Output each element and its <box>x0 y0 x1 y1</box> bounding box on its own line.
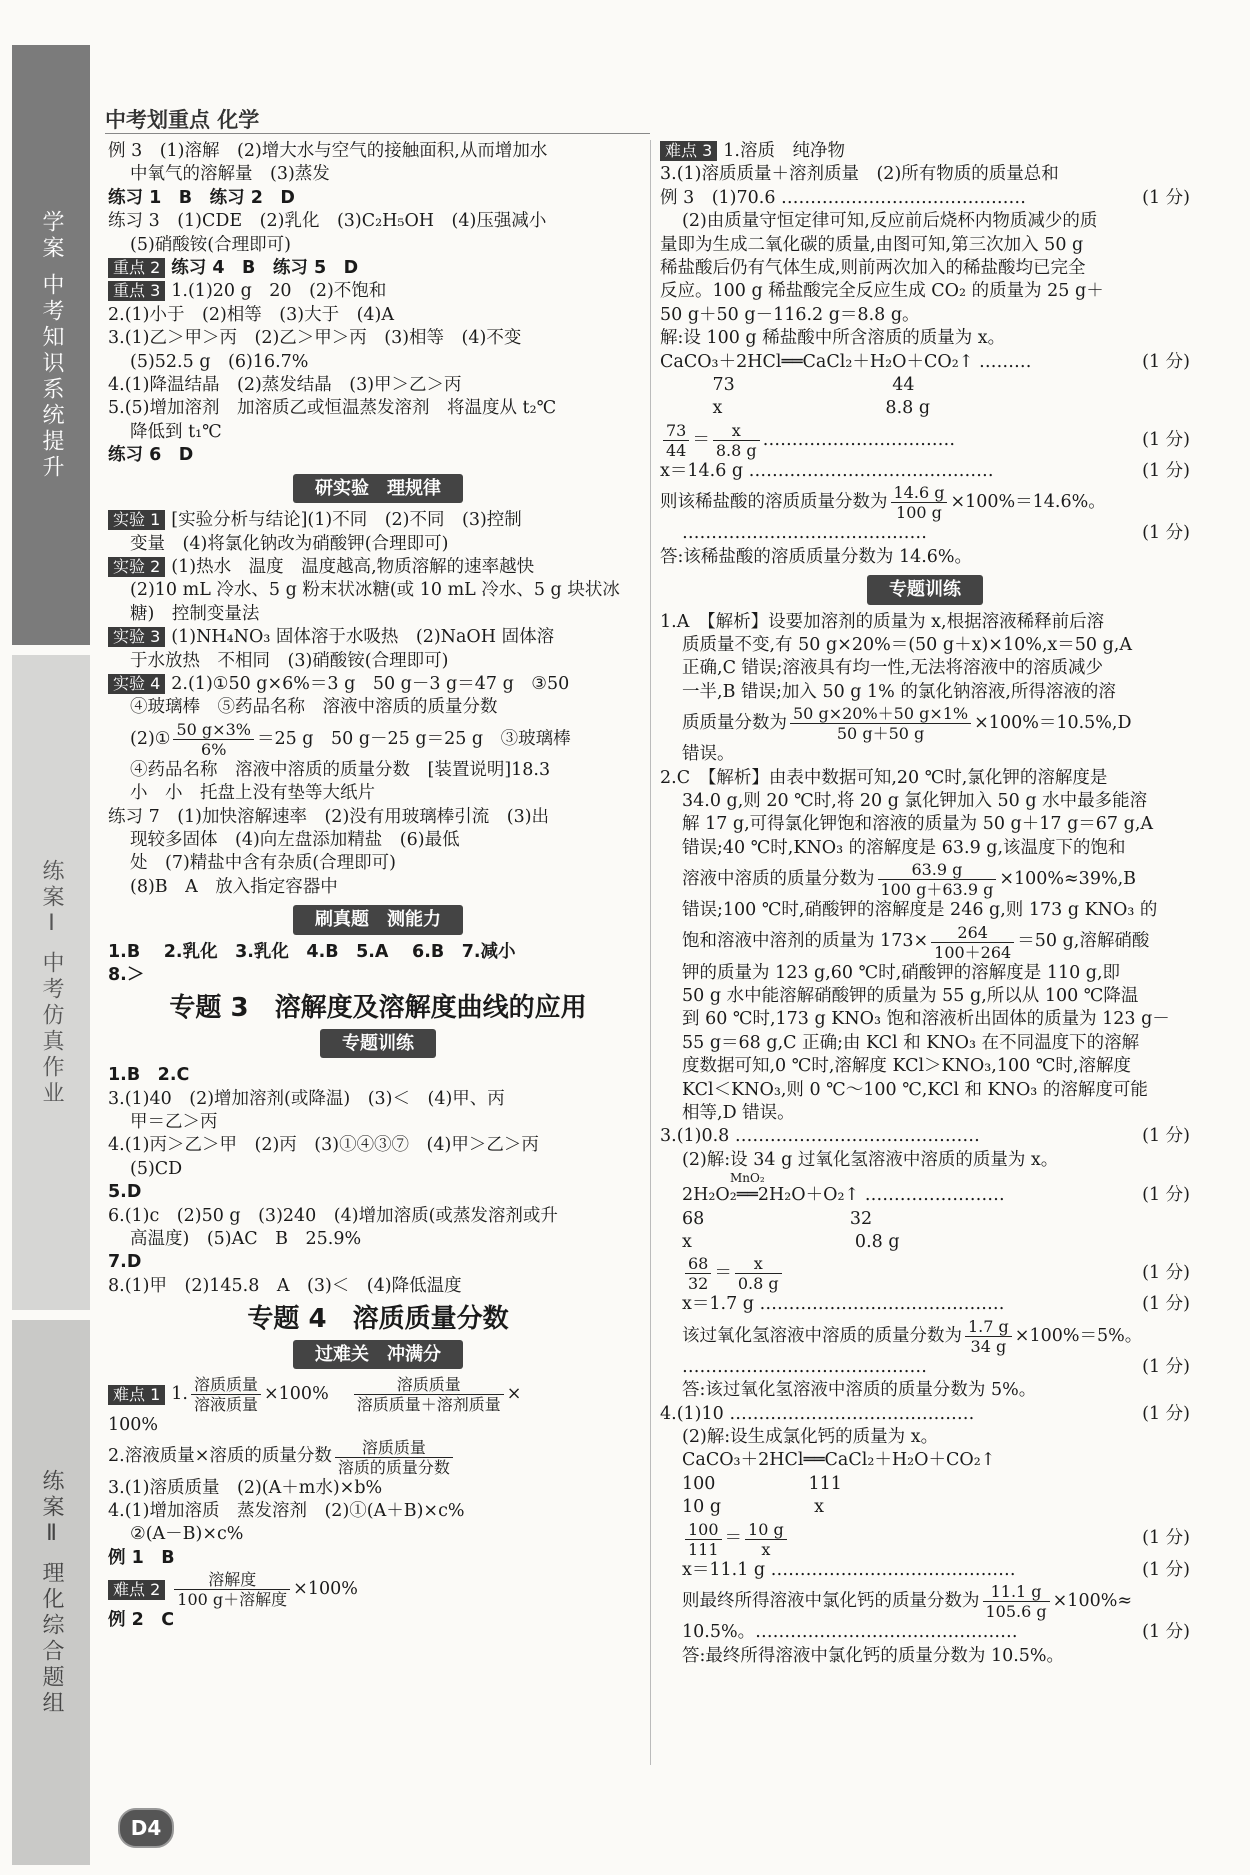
text-fragment: 则该稀盐酸的溶质质量分数为 <box>660 492 888 513</box>
score-mark: (1 分) <box>1142 460 1190 481</box>
text-fragment: ×100%＝10.5%,D <box>974 712 1132 733</box>
text-line: x＝14.6 g …………………………………… <box>660 460 994 481</box>
fraction: $\frac{14.6 g}{100 g}$ <box>891 483 948 522</box>
text-line: 现较多固体 (4)向左盘添加精盐 (6)最低 <box>130 829 460 850</box>
formula-line <box>660 1582 1190 1621</box>
text-line: 相等,D 错误。 <box>682 1103 795 1123</box>
difficulty-tag: 难点 1 <box>108 1385 165 1405</box>
text-line: 质质量不变,有 50 g×20%＝(50 g＋x)×10%,x＝50 g,A <box>682 634 1133 655</box>
text-line: 1.B 2.乳化 3.乳化 4.B 5.A 6.B 7.减小 <box>108 941 516 962</box>
text-fragment: ×100% <box>264 1383 329 1404</box>
section-banner: 过难关 冲满分 <box>293 1340 463 1369</box>
formula-line <box>660 860 1190 899</box>
difficulty-tag: 难点 3 <box>660 141 717 161</box>
experiment-tag: 实验 1 <box>108 510 165 530</box>
key-point-tag: 重点 2 <box>108 258 165 278</box>
formula-line <box>660 1317 1190 1356</box>
text-line: 10 g x <box>682 1497 824 1518</box>
formula-line <box>660 923 1190 962</box>
text-line: 解:设 100 g 稀盐酸中所含溶质的质量为 x。 <box>660 328 1006 349</box>
fraction: $\frac{\text{溶解度}}{\text{100 g＋溶解度}}$ <box>174 1570 290 1609</box>
score-mark: (1 分) <box>1142 1559 1190 1580</box>
formula-line <box>660 704 1190 743</box>
text-line: 糖) 控制变量法 <box>130 603 260 624</box>
equation: 2H₂O₂══2H₂O＋O₂↑ …………………… <box>682 1185 1005 1206</box>
text-line: (2)由质量守恒定律可知,反应前后烧杯内物质减少的质 <box>682 211 1098 232</box>
text-line: 钾的质量为 123 g,60 ℃时,硝酸钾的溶解度是 110 g,即 <box>682 962 1121 983</box>
score-mark: (1 分) <box>1142 1263 1190 1284</box>
score-mark: (1 分) <box>1142 1356 1190 1377</box>
formula-line <box>660 1254 1190 1293</box>
score-mark: (1 分) <box>1142 187 1190 208</box>
text-line: 4.(1)降温结晶 (2)蒸发结晶 (3)甲＞乙＞丙 <box>108 375 462 396</box>
text-line: 答:最终所得溶液中氯化钙的质量分数为 10.5%。 <box>682 1645 1065 1666</box>
text-line: ④药品名称 溶液中溶质的质量分数 [装置说明]18.3 <box>130 759 551 780</box>
text-line: x＝1.7 g …………………………………… <box>682 1294 1005 1315</box>
text-fragment: ×100%≈39%,B <box>999 868 1137 889</box>
formula-line <box>660 421 1190 460</box>
text-line: 变量 (4)将氯化钠改为硝酸钾(合理即可) <box>130 533 449 554</box>
text-line: 高温度) (5)AC B 25.9% <box>130 1229 362 1250</box>
text-line: KCl＜KNO₃,则 0 ℃～100 ℃,KCl 和 KNO₃ 的溶解度可能 <box>682 1079 1148 1100</box>
text-line: …………………………………… <box>682 1356 927 1377</box>
text-line: 3.(1)40 (2)增加溶剂(或降温) (3)＜ (4)甲、丙 <box>108 1088 505 1109</box>
text-fragment: (2)① <box>130 728 171 749</box>
score-mark: (1 分) <box>1142 1126 1190 1147</box>
text-fragment: ＝25 g 50 g－25 g＝25 g ③玻璃棒 <box>256 728 571 749</box>
text-line: 练习 4 B 练习 5 D <box>171 258 359 279</box>
text-fragment: ×100%≈ <box>1052 1590 1132 1611</box>
text-line: 3.(1)溶质质量＋溶剂质量 (2)所有物质的质量总和 <box>660 164 1059 185</box>
text-line: 2.(1)小于 (2)相等 (3)大于 (4)A <box>108 304 394 325</box>
fraction: $\frac{63.9 g}{100 g+63.9 g}$ <box>878 860 997 899</box>
text-line: 10.5%。……………………………………… <box>682 1622 1018 1643</box>
text-line: 4.(1)丙＞乙＞甲 (2)丙 (3)①④③⑦ (4)甲＞乙＞丙 <box>108 1135 539 1156</box>
text-line: 100% <box>108 1415 159 1436</box>
tab-xuean[interactable]: 学案 中考知识系统提升 <box>12 45 90 645</box>
text-line: 量即为生成二氧化碳的质量,由图可知,第三次加入 50 g <box>660 234 1084 255</box>
text-line: 例 2 C <box>108 1610 175 1631</box>
text-line: 8.＞ <box>108 965 145 985</box>
fraction: $\frac{11.1 g}{105.6 g}$ <box>983 1582 1050 1621</box>
tab-lianan-2[interactable]: 练案Ⅱ 理化综合题组 <box>12 1320 90 1865</box>
left-column <box>108 140 648 1633</box>
text-line: 34.0 g,则 20 ℃时,将 20 g 氯化钾加入 50 g 水中最多能溶 <box>682 790 1148 811</box>
page-header: 中考划重点 化学 <box>105 108 260 132</box>
text-line: 68 32 <box>682 1208 873 1229</box>
fraction: $\frac{50 g\times 3\%}{6\%}$ <box>173 720 253 759</box>
text-line: 5.(5)增加溶剂 加溶质乙或恒温蒸发溶剂 将温度从 t₂℃ <box>108 398 557 419</box>
text-fragment: × <box>506 1383 522 1404</box>
text-line: 答:该稀盐酸的溶质质量分数为 14.6%。 <box>660 546 973 567</box>
side-tabs <box>12 45 90 1865</box>
experiment-tag: 实验 3 <box>108 627 165 647</box>
page-number: D4 <box>118 1808 174 1848</box>
text-line: 练习 3 (1)CDE (2)乳化 (3)C₂H₅OH (4)压强减小 <box>108 211 547 232</box>
section-banner: 专题训练 <box>867 575 983 604</box>
text-line: ④玻璃棒 ⑤药品名称 溶液中溶质的质量分数 <box>130 697 498 718</box>
fraction: $\frac{x}{8.8 g}$ <box>713 421 760 460</box>
text-line: 例 3 (1)70.6 …………………………………… <box>660 187 1027 208</box>
fraction: $\frac{10 g}{x}$ <box>745 1520 787 1559</box>
formula-line <box>108 1375 648 1414</box>
text-line: 8.(1)甲 (2)145.8 A (3)＜ (4)降低温度 <box>108 1275 462 1296</box>
text-line: (1)热水 温度 温度越高,物质溶解的速率越快 <box>171 556 535 577</box>
text-line: 解 17 g,可得氯化钾饱和溶液的质量为 50 g＋17 g＝67 g,A <box>682 814 1154 835</box>
formula-line <box>660 483 1190 522</box>
difficulty-tag: 难点 2 <box>108 1580 165 1600</box>
text-line: 小 小 托盘上没有垫等大纸片 <box>130 783 375 804</box>
text-line: 练习 1 B 练习 2 D <box>108 187 295 208</box>
text-fragment: ×100%＝14.6%。 <box>950 492 1106 513</box>
text-line: 例 1 B <box>108 1547 175 1568</box>
score-mark: (1 分) <box>1142 1528 1190 1549</box>
text-line: 1.A 【解析】设要加溶剂的质量为 x,根据溶液稀释前后溶 <box>660 611 1105 632</box>
text-line: 甲＝乙＞丙 <box>130 1112 218 1133</box>
text-fragment: ＝50 g,溶解硝酸 <box>1017 931 1150 952</box>
text-line: (2)10 mL 冷水、5 g 粉末状冰糖(或 10 mL 冷水、5 g 块状冰 <box>130 580 620 601</box>
text-line: (5)52.5 g (6)16.7% <box>130 351 309 372</box>
fraction: $\frac{68}{32}$ <box>685 1254 711 1293</box>
score-mark: (1 分) <box>1142 1622 1190 1643</box>
fraction: $\frac{1.7 g}{34 g}$ <box>965 1317 1012 1356</box>
text-line: 50 g＋50 g－116.2 g＝8.8 g。 <box>660 304 920 325</box>
text-line: 4.(1)增加溶质 蒸发溶剂 (2)①(A＋B)×c% <box>108 1500 465 1521</box>
fraction: $\frac{\text{溶质质量}}{\text{溶质的质量分数}}$ <box>335 1438 453 1477</box>
text-line: 中氧气的溶解量 (3)蒸发 <box>130 164 330 185</box>
text-line: 3.(1)溶质质量 (2)(A＋m水)×b% <box>108 1477 383 1498</box>
text-line: 错误。 <box>682 744 735 765</box>
text-line: 1.B 2.C <box>108 1065 190 1086</box>
text-fragment: 饱和溶液中溶剂的质量为 173× <box>682 931 929 952</box>
text-line: 答:该过氧化氢溶液中溶质的质量分数为 5%。 <box>682 1380 1037 1401</box>
text-line: (5)硝酸铵(合理即可) <box>130 234 291 255</box>
text-line: …………………………………… <box>682 523 927 544</box>
fraction: $\frac{\text{溶质质量}}{\text{溶质质量＋溶剂质量}}$ <box>354 1375 504 1414</box>
score-mark: (1 分) <box>1142 1403 1190 1424</box>
text-line: 1.(1)20 g 20 (2)不饱和 <box>171 281 387 302</box>
text-line: [实验分析与结论](1)不同 (2)不同 (3)控制 <box>171 510 522 531</box>
equation: CaCO₃＋2HCl══CaCl₂＋H₂O＋CO₂↑ ……… <box>660 351 1032 372</box>
fraction: $\frac{\text{溶质质量}}{\text{溶液质量}}$ <box>191 1375 261 1414</box>
text-fragment: 1. <box>171 1383 188 1404</box>
fraction: $\frac{73}{44}$ <box>663 421 689 460</box>
text-line: 3.(1)0.8 …………………………………… <box>660 1126 980 1147</box>
fraction: $\frac{x}{0.8 g}$ <box>735 1254 782 1293</box>
right-column <box>660 140 1190 1668</box>
text-line: 正确,C 错误;溶液具有均一性,无法将溶液中的溶质减少 <box>682 658 1103 679</box>
fraction: $\frac{264}{100+264}$ <box>931 923 1014 962</box>
topic-title: 专题 3 溶解度及溶解度曲线的应用 <box>169 993 587 1024</box>
text-line: 2.C 【解析】由表中数据可知,20 ℃时,氯化钾的溶解度是 <box>660 767 1108 788</box>
score-mark: (1 分) <box>1142 1294 1190 1315</box>
section-banner: 研实验 理规律 <box>293 474 463 503</box>
formula-line <box>660 1520 1190 1559</box>
score-mark: (1 分) <box>1142 1185 1190 1206</box>
text-fragment: 该过氧化氢溶液中溶质的质量分数为 <box>682 1325 962 1346</box>
text-fragment: 则最终所得溶液中氯化钙的质量分数为 <box>682 1590 980 1611</box>
text-line: x 8.8 g <box>660 398 931 419</box>
text-fragment: 质质量分数为 <box>682 712 787 733</box>
text-line: (5)CD <box>130 1158 183 1179</box>
formula-line <box>108 720 648 759</box>
section-banner: 专题训练 <box>320 1029 436 1058</box>
text-line: 于水放热 不相同 (3)硝酸铵(合理即可) <box>130 650 449 671</box>
text-fragment: ＝ <box>724 1528 743 1549</box>
formula-line <box>108 1438 648 1477</box>
score-mark: (1 分) <box>1142 523 1190 544</box>
text-line: 错误;100 ℃时,硝酸钾的溶解度是 246 g,则 173 g KNO₃ 的 <box>682 900 1158 921</box>
text-fragment: ×100% <box>293 1578 358 1599</box>
formula-line <box>108 1570 648 1609</box>
fraction: $\frac{100}{111}$ <box>685 1520 722 1559</box>
text-line: 练习 7 (1)加快溶解速率 (2)没有用玻璃棒引流 (3)出 <box>108 806 550 827</box>
text-line: 1.溶质 纯净物 <box>723 141 845 161</box>
text-line: 度数据可知,0 ℃时,溶解度 KCl＞KNO₃,100 ℃时,溶解度 <box>682 1056 1131 1077</box>
key-point-tag: 重点 3 <box>108 281 165 301</box>
text-line: (1)NH₄NO₃ 固体溶于水吸热 (2)NaOH 固体溶 <box>171 627 555 648</box>
catalyst-label: MnO₂ <box>730 1171 765 1186</box>
experiment-tag: 实验 2 <box>108 557 165 577</box>
fraction: $\frac{50 g\times 20\%+50 g\times 1\%}{50 g+50 g}$ <box>790 704 971 743</box>
text-fragment: 2.溶液质量×溶质的质量分数 <box>108 1446 332 1467</box>
text-line: 7.D <box>108 1252 142 1273</box>
text-line: 一半,B 错误;加入 50 g 1% 的氯化钠溶液,所得溶液的溶 <box>682 681 1116 702</box>
text-line: 100 111 <box>682 1473 842 1494</box>
text-line: x 0.8 g <box>682 1232 900 1253</box>
text-line: 6.(1)c (2)50 g (3)240 (4)增加溶质(或蒸发溶剂或升 <box>108 1205 558 1226</box>
score-mark: (1 分) <box>1142 429 1190 450</box>
text-line: 3.(1)乙＞甲＞丙 (2)乙＞甲＞丙 (3)相等 (4)不变 <box>108 328 522 349</box>
text-line: 降低到 t₁℃ <box>130 421 222 442</box>
text-line: 50 g 水中能溶解硝酸钾的质量为 55 g,所以从 100 ℃降温 <box>682 985 1139 1006</box>
text-line: 错误;40 ℃时,KNO₃ 的溶解度是 63.9 g,该温度下的饱和 <box>682 837 1126 858</box>
text-line: (2)解:设生成氯化钙的质量为 x。 <box>682 1427 939 1448</box>
text-line: 5.D <box>108 1182 142 1203</box>
header-rule <box>105 133 650 134</box>
text-line: ②(A－B)×c% <box>130 1524 244 1545</box>
score-mark: (1 分) <box>1142 351 1190 372</box>
text-fragment: 溶液中溶质的质量分数为 <box>682 868 875 889</box>
text-line: x＝11.1 g …………………………………… <box>682 1559 1016 1580</box>
column-divider <box>650 140 651 1765</box>
experiment-tag: 实验 4 <box>108 674 165 694</box>
topic-title: 专题 4 溶质质量分数 <box>247 1304 509 1335</box>
equation: CaCO₃＋2HCl══CaCl₂＋H₂O＋CO₂↑ <box>682 1450 996 1471</box>
text-line: 2.(1)①50 g×6%＝3 g 50 g－3 g＝47 g ③50 <box>171 673 570 694</box>
text-fragment: ＝ <box>714 1263 732 1284</box>
text-line: 4.(1)10 …………………………………… <box>660 1403 975 1424</box>
text-line: 反应。100 g 稀盐酸完全反应生成 CO₂ 的质量为 25 g＋ <box>660 281 1104 302</box>
text-line: 练习 6 D <box>108 445 194 466</box>
text-fragment: ×100%＝5%。 <box>1014 1325 1143 1346</box>
tab-lianan-1[interactable]: 练案Ⅰ 中考仿真作业 <box>12 655 90 1310</box>
text-line: 73 44 <box>660 375 915 396</box>
section-banner: 刷真题 测能力 <box>293 905 463 934</box>
text-line: (2)解:设 34 g 过氧化氢溶液中溶质的质量为 x。 <box>682 1149 1059 1170</box>
text-line: 55 g＝68 g,C 正确;由 KCl 和 KNO₃ 在不同温度下的溶解 <box>682 1032 1140 1053</box>
text-fragment: ＝ <box>692 429 710 450</box>
text-line: 处 (7)精盐中含有杂质(合理即可) <box>130 853 396 874</box>
text-line: (8)B A 放入指定容器中 <box>130 876 338 897</box>
text-line: 到 60 ℃时,173 g KNO₃ 饱和溶液析出固体的质量为 123 g－ <box>682 1009 1170 1030</box>
text-fragment: …………………………… <box>762 429 956 450</box>
text-line: 例 3 (1)溶解 (2)增大水与空气的接触面积,从而增加水 <box>108 141 548 161</box>
text-line: 稀盐酸后仍有气体生成,则前两次加入的稀盐酸均已完全 <box>660 258 1086 279</box>
